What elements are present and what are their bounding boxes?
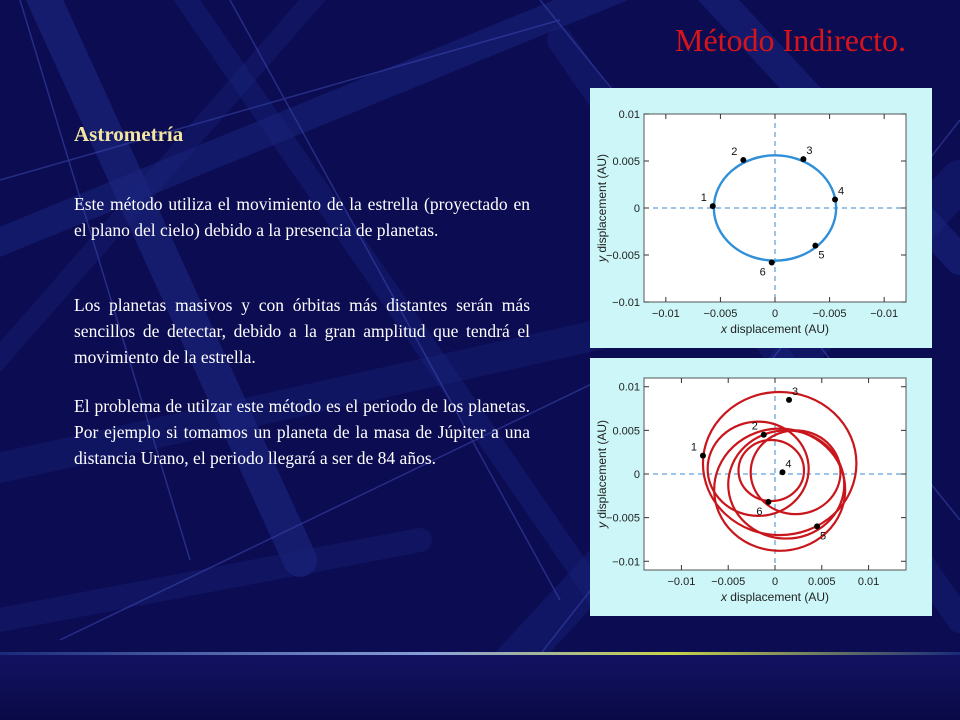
y-tick-label: −0.01 [612,556,640,569]
y-tick-label: 0 [633,203,640,215]
data-point [761,432,767,438]
x-axis-label-text: displacement (AU) [726,322,830,336]
data-point [769,260,775,266]
data-point-label: 1 [690,441,698,454]
x-axis-label-text: displacement (AU) [726,590,830,604]
x-tick-label: −0.01 [667,576,696,588]
data-point-label: 6 [759,266,766,279]
paragraph-2: Los planetas masivos y con órbitas más distantes serán más sencillos de detectar, debido a la gran amplitud que tendrá el movimiento de la estrella. [74,295,530,367]
x-axis-label [720,322,829,336]
footer-band [0,652,960,720]
x-axis-label-symbol: x [720,322,727,336]
data-point-label: 6 [756,505,763,518]
y-tick-label: 0.005 [612,156,640,168]
x-tick-label: −0.01 [651,308,680,320]
y-tick-label: −0.005 [606,512,640,525]
section-heading: Astrometría [74,122,184,146]
chart-svg [590,358,932,616]
x-tick-label: −0.005 [703,308,738,320]
y-axis-label-symbol: y [595,522,609,529]
data-point-label: 3 [806,145,813,158]
data-point-label: 4 [837,185,845,198]
x-tick-label: 0 [771,576,779,588]
data-point-label: 3 [791,385,799,398]
y-tick-label: −0.005 [606,250,640,262]
y-axis-label [595,420,609,529]
data-point [814,523,820,529]
y-tick-label: 0 [633,469,640,481]
x-axis-label-symbol: x [720,590,727,604]
y-tick-label: −0.01 [612,297,640,309]
data-point [700,453,706,459]
data-point-label: 2 [731,146,738,159]
paragraph-3: El problema de utilzar este método es el periodo de los planetas. Por ejemplo si tomamos un planeta de la masa de Júpiter a una distancia Urano, el periodo llegará a ser de 84 años. [74,396,530,468]
y-tick-label: 0.01 [618,381,640,394]
data-point [740,157,746,163]
data-point-label: 4 [785,458,792,471]
data-point-label: 5 [820,530,827,543]
chart-svg [590,88,932,348]
y-tick-label: 0.005 [612,425,640,438]
y-axis-label-text: displacement (AU) [595,153,609,257]
y-axis-label-symbol: y [595,256,609,263]
data-point-label: 2 [751,420,758,433]
astrometry-chart-multi-planet [590,358,932,616]
x-tick-label: 0 [771,308,779,320]
x-tick-label: 0.01 [857,576,880,588]
x-tick-label: −0.01 [870,308,899,320]
x-tick-label: 0.005 [808,576,836,588]
footer-divider-line [0,652,960,655]
y-tick-label: 0.01 [618,109,640,121]
x-tick-label: −0.005 [812,308,847,320]
slide-title: Método Indirecto. [675,22,907,58]
paragraph-1: Este método utiliza el movimiento de la estrella (proyectado en el plano del cielo) debido a la presencia de planetas. [74,194,530,240]
y-axis-label [595,154,609,263]
astrometry-chart-single-planet [590,88,932,348]
data-point-label: 5 [818,249,825,262]
x-tick-label: −0.005 [711,576,746,588]
data-point-label: 1 [700,192,707,205]
x-axis-label [720,590,829,604]
data-point [710,203,716,209]
data-point [812,243,818,249]
y-axis-label-text: displacement (AU) [595,419,609,523]
data-point [765,499,771,505]
